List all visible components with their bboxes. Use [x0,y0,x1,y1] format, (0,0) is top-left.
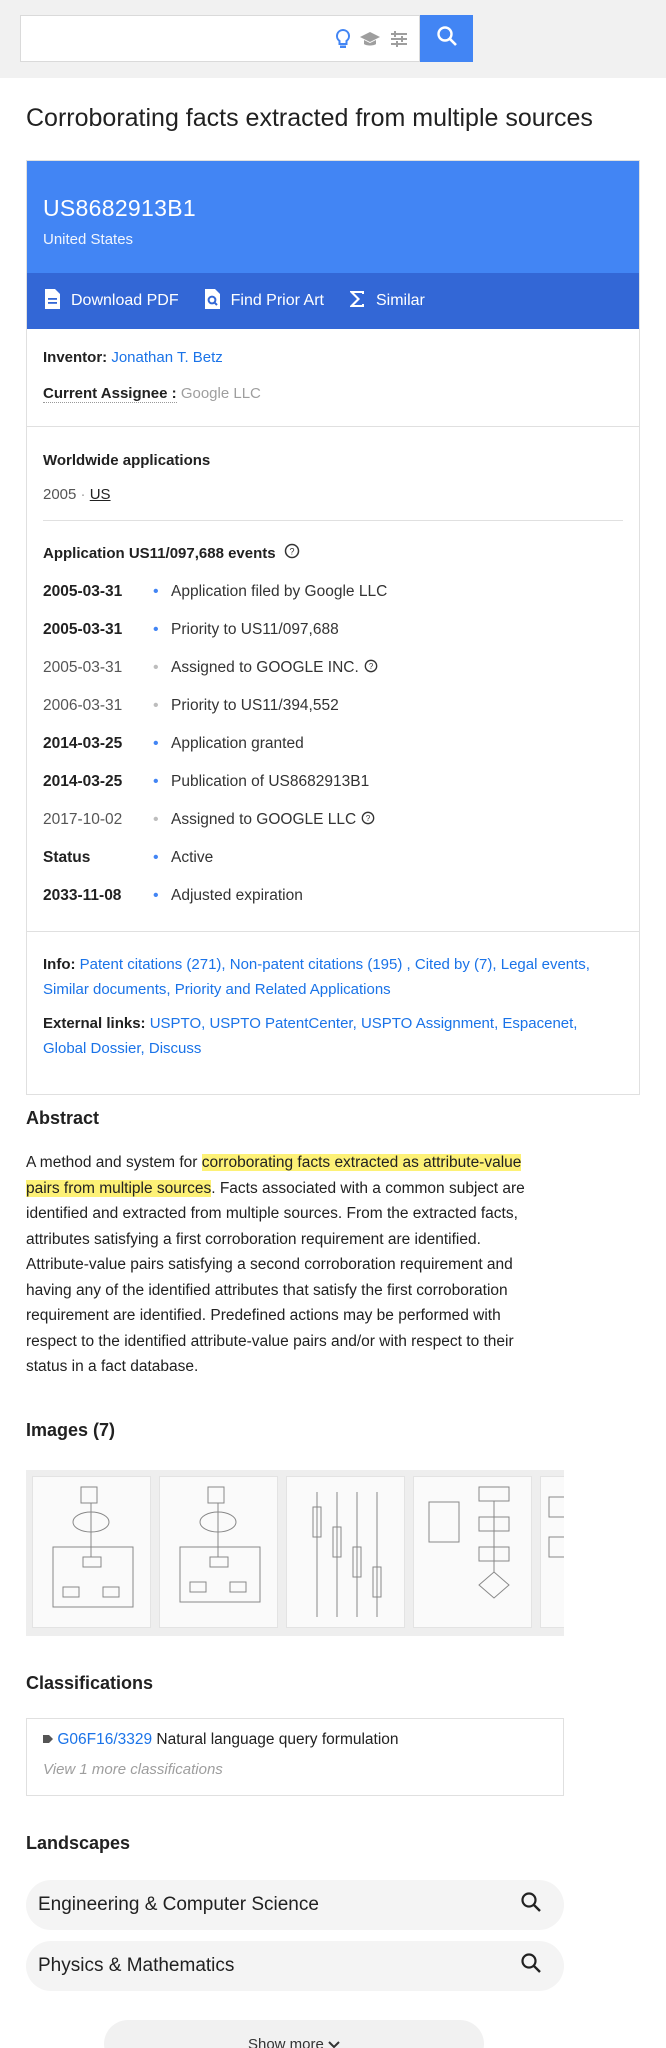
patent-drawing-thumbnail[interactable] [413,1476,532,1628]
event-row [43,839,623,877]
find-prior-art-label: Find Prior Art [230,292,324,309]
inventor-row [43,349,623,366]
worldwide-label: Worldwide applications [43,452,211,469]
inventor-link[interactable]: Jonathan T. Betz [111,349,223,366]
classification-description: Natural language query formulation [156,1731,399,1748]
event-text: Assigned to GOOGLE LLC [171,811,357,828]
lightbulb-icon[interactable] [335,28,351,55]
patent-drawing-thumbnail[interactable] [32,1476,151,1628]
inventor-label: Inventor: [43,349,108,366]
patent-actions [27,273,639,329]
help-icon[interactable] [284,543,300,563]
help-icon[interactable] [364,659,378,678]
show-more-button[interactable] [104,2020,484,2048]
external-link[interactable]: USPTO PatentCenter, [209,1015,357,1032]
graduation-cap-icon[interactable] [359,30,381,53]
search-button[interactable] [420,15,473,62]
worldwide-country-link[interactable]: US [89,486,111,503]
landscapes-heading: Landscapes [26,1833,131,1853]
info-link[interactable]: Patent citations (271), [79,956,226,973]
view-more-classifications-link[interactable]: View 1 more classifications [43,1761,223,1778]
links-section [27,932,639,1061]
events-title-row [43,543,623,563]
image-carousel[interactable] [26,1470,564,1636]
search-icon [436,25,458,52]
event-row [43,725,623,763]
worldwide-separator: · [80,486,86,503]
landscape-label: Physics & Mathematics [38,1955,235,1976]
event-text: Active [171,849,214,866]
event-row [43,877,623,915]
event-text: Priority to US11/394,552 [171,697,339,714]
external-links-row [43,1011,623,1061]
event-date: 2005-03-31 [43,621,123,638]
classification-code-link[interactable]: G06F16/3329 [57,1731,153,1748]
classifications-heading: Classifications [26,1673,154,1693]
event-bullet-icon: • [153,849,159,866]
info-link[interactable]: Non-patent citations (195) , [229,956,411,973]
event-text: Publication of US8682913B1 [171,773,370,790]
event-date: Status [43,849,91,866]
external-links-label: External links: [43,1015,146,1032]
patent-country: United States [43,231,134,248]
event-bullet-icon: • [153,811,159,828]
pdf-file-icon [43,288,71,315]
landscape-label: Engineering & Computer Science [38,1894,319,1915]
event-row [43,611,623,649]
patent-number: US8682913B1 [43,195,196,221]
info-row [43,952,623,1002]
show-more-label: Show more [247,2036,324,2048]
event-text: Assigned to GOOGLE INC. [171,659,359,676]
svg-text:?: ? [368,661,373,671]
event-date: 2005-03-31 [43,583,123,600]
landscape-item[interactable] [26,1941,564,1991]
events-section [27,521,639,915]
events-list [43,573,623,915]
assignee-value: Google LLC [180,385,261,402]
info-link[interactable]: Similar documents, [43,981,171,998]
info-link[interactable]: Priority and Related Applications [174,981,391,998]
search-icon[interactable] [520,1952,542,1980]
svg-text:?: ? [289,546,295,557]
landscape-item[interactable] [26,1880,564,1930]
assignee-row [43,385,623,402]
info-links [43,956,590,998]
similar-label: Similar [375,292,425,309]
event-date: 2005-03-31 [43,659,123,676]
abstract-post: . Facts associated with a common subject are identified and extracted from multiple sources. From the extracted facts, attributes satisfying a first corroboration requirement are identified. Attribute-value pairs satisfying a second corroboration requirement and having any of the identified attributes that satisfy the first corroboration requirement are identified. Predefined actions may be performed with respect to the identified attribute-value pairs and/or with respect to their status in a fact database. [26,1179,525,1375]
images-heading: Images (7) [26,1420,116,1440]
external-link[interactable]: USPTO, [149,1015,206,1032]
download-pdf-label: Download PDF [71,292,179,309]
patent-card [26,160,640,1095]
info-link[interactable]: Cited by (7), [414,956,497,973]
external-link[interactable]: Global Dossier, [43,1040,145,1057]
patent-drawing-thumbnail[interactable] [540,1476,564,1628]
event-text: Application filed by Google LLC [171,583,388,600]
abstract-highlight: corroborating facts extracted as attribute-value pairs from multiple sources [26,1154,522,1197]
event-bullet-icon: • [153,583,159,600]
event-text: Priority to US11/097,688 [171,621,339,638]
download-pdf-button[interactable] [43,288,179,315]
event-date: 2033-11-08 [43,887,122,904]
event-row [43,763,623,801]
event-bullet-icon: • [153,621,159,638]
event-bullet-icon: • [153,735,159,752]
search-icon[interactable] [520,1891,542,1919]
external-link[interactable]: Espacenet, [502,1015,578,1032]
event-text: Application granted [171,735,304,752]
event-date: 2017-10-02 [43,811,123,828]
worldwide-row [43,486,623,503]
worldwide-section [27,427,639,521]
info-link[interactable]: Legal events, [500,956,590,973]
sigma-icon [348,289,376,314]
top-bar [0,0,666,78]
event-row [43,801,623,839]
event-row [43,573,623,611]
event-row [43,687,623,725]
patent-header [27,161,639,273]
event-date: 2014-03-25 [43,773,123,790]
help-icon[interactable] [361,811,375,830]
similar-button[interactable] [348,289,425,314]
patent-drawing-thumbnail[interactable] [159,1476,278,1628]
tag-icon [43,1731,57,1748]
prior-art-search-icon [203,288,231,315]
page-title: Corroborating facts extracted from multiple sources [26,104,593,132]
search-input[interactable] [20,15,420,62]
classifications-box [26,1718,564,1796]
event-text: Adjusted expiration [171,887,303,904]
event-date: 2014-03-25 [43,735,123,752]
external-link[interactable]: USPTO Assignment, [360,1015,499,1032]
svg-text:?: ? [366,813,371,823]
abstract-text [26,1150,546,1380]
assignee-label: Current Assignee : [43,385,177,402]
info-label: Info: [43,956,76,973]
event-date: 2006-03-31 [43,697,123,714]
event-row [43,649,623,687]
people-section [27,329,639,426]
find-prior-art-button[interactable] [203,288,324,315]
classification-row [43,1731,547,1749]
abstract-pre: A method and system for [26,1154,202,1171]
external-link[interactable]: Discuss [148,1040,202,1057]
events-title: Application US11/097,688 events [43,544,276,562]
chevron-down-icon [328,2036,340,2048]
event-bullet-icon: • [153,697,159,714]
event-bullet-icon: • [153,773,159,790]
tune-icon[interactable] [389,30,409,53]
worldwide-year: 2005 [43,486,77,503]
abstract-heading: Abstract [26,1108,100,1128]
patent-drawing-thumbnail[interactable] [286,1476,405,1628]
event-bullet-icon: • [153,887,159,904]
search-options [335,28,409,55]
event-bullet-icon: • [153,659,159,676]
